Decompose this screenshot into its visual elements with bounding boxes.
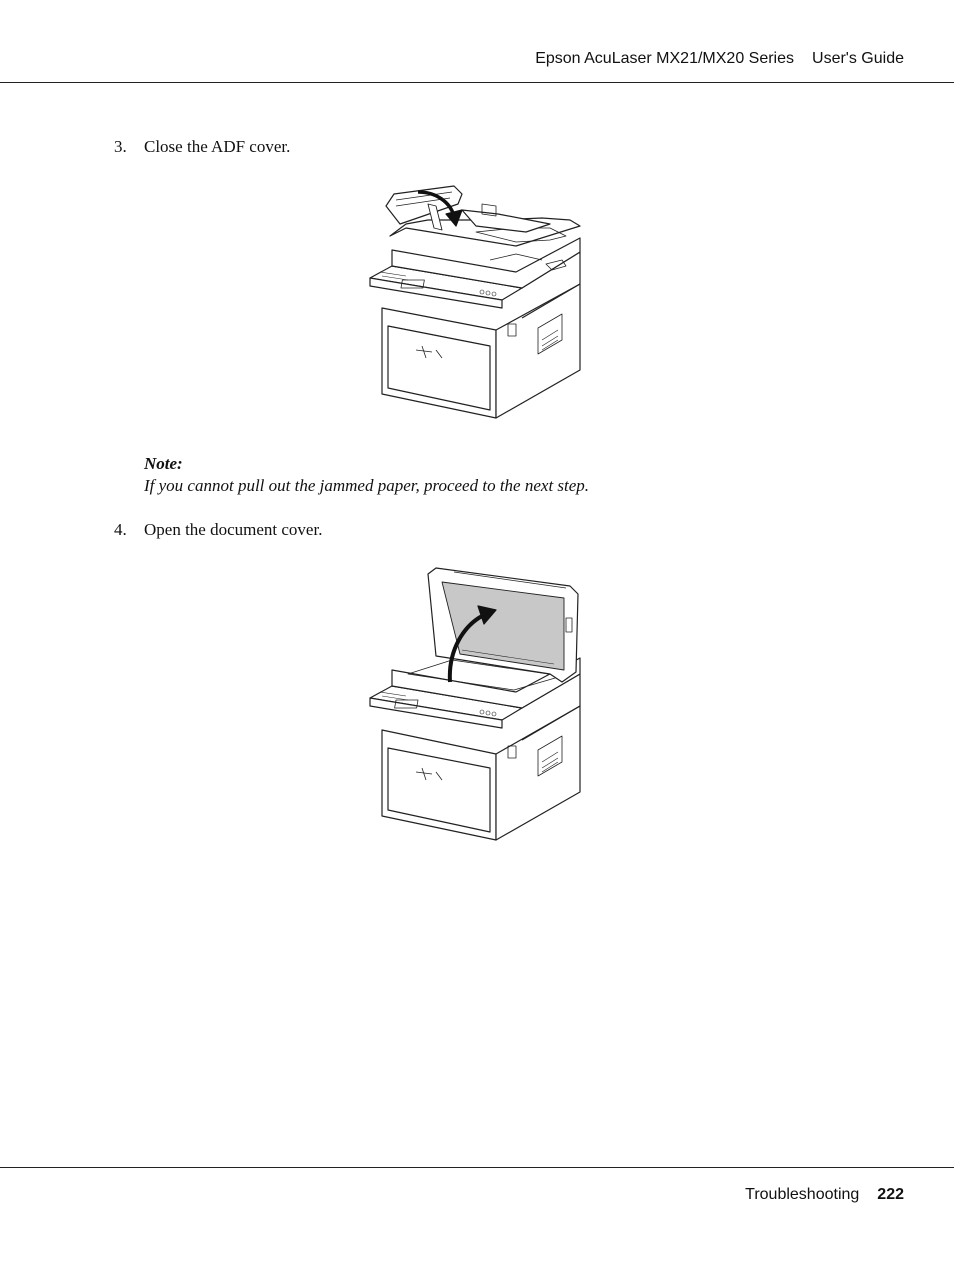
page-header [0,0,954,83]
step-number: 3. [114,137,127,156]
note-label: Note: [144,454,183,473]
page-footer [745,1186,904,1204]
step-text: Close the ADF cover. [144,137,291,156]
adf-cover-illustration [366,180,588,424]
step-number: 4. [114,520,127,539]
document-cover-illustration [366,564,588,844]
page-number: 222 [877,1186,904,1203]
note-text: If you cannot pull out the jammed paper, proceed to the next step. [144,476,590,495]
guide-name: User's Guide [812,50,904,67]
step-text: Open the document cover. [144,520,323,539]
step-3 [114,137,290,157]
header-title [535,50,904,68]
footer-section: Troubleshooting [745,1186,860,1203]
note-block [144,454,589,496]
step-4 [114,520,322,540]
product-name: Epson AcuLaser MX21/MX20 Series [535,50,795,67]
footer-rule [0,1167,954,1169]
